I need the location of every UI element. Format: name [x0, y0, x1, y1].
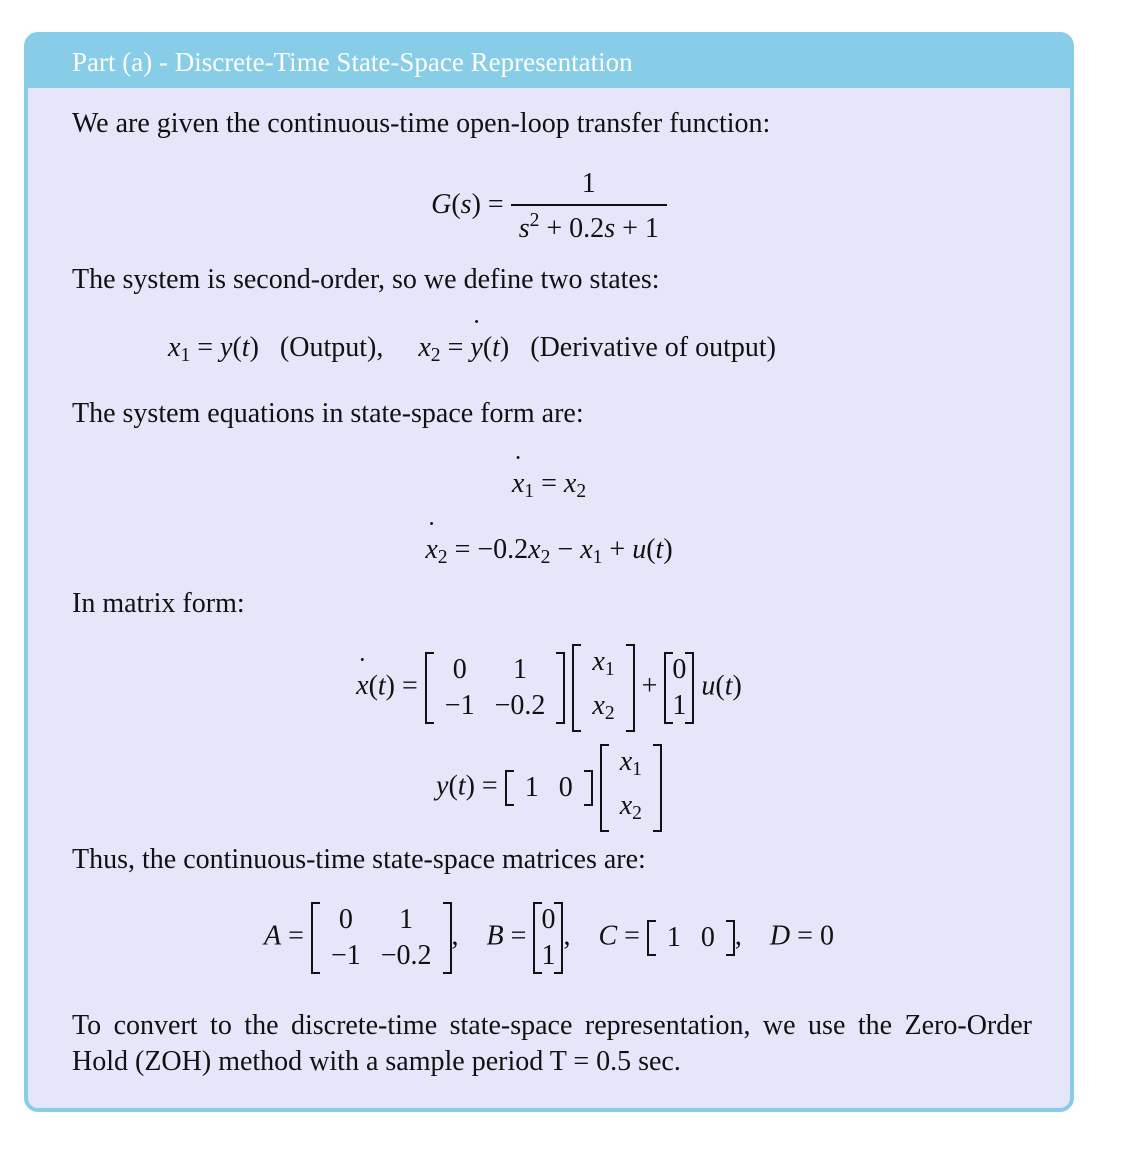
box-content: [28, 88, 1070, 1108]
x2-note: (Derivative of output): [530, 332, 776, 363]
tf-numerator: 1: [581, 168, 596, 199]
intro-text: We are given the continuous-time open-loop transfer function:: [72, 108, 771, 139]
state-equation-1: ˙ $x_1 = x_2$: [28, 468, 1070, 503]
x1-note: (Output),: [279, 332, 384, 363]
matrix-b: 0 1: [664, 652, 694, 724]
second-order-text: The system is second-order, so we define two states:: [72, 264, 660, 295]
part-a-box: [24, 32, 1074, 1112]
state-definitions: $x_1 = y(t)$ (Output), $x_2$ = ˙ y(t) (Derivative of output): [168, 332, 776, 367]
transfer-function-equation: G(s) = $\frac{1}{s^2 + 0.2s + 1}$: [28, 168, 1070, 245]
matrix-c: 1 0: [505, 770, 593, 806]
state-matrix-equation: ˙ x(t) = 0 1 −1 −0.2 $x_1$ $x_2$ + 0 1 u(t): [28, 644, 1070, 732]
box-header: Part (a) - Discrete-Time State-Space Representation: [28, 36, 1070, 88]
output-equation: y(t) = 1 0 $x_1$ $x_2$: [28, 744, 1070, 832]
thus-text: Thus, the continuous-time state-space matrices are:: [72, 844, 646, 875]
final-matrix-a: 0 1 −1 −0.2: [311, 902, 452, 974]
tf-denominator: $s^2 + 0.2s + 1$: [511, 204, 667, 245]
final-matrix-c: 1 0: [647, 920, 735, 956]
matrix-a: 0 1 −1 −0.2: [425, 652, 566, 724]
state-vector: $x_1$ $x_2$: [572, 644, 634, 732]
final-matrix-b: 0 1: [533, 902, 563, 974]
equations-intro: The system equations in state-space form are:: [72, 398, 584, 429]
matrix-form-label: In matrix form:: [72, 588, 245, 619]
matrix-d: 0: [819, 920, 834, 952]
output-state-vector: $x_1$ $x_2$: [600, 744, 662, 832]
conversion-text: To convert to the discrete-time state-space representation, we use the Zero-Order Hold (ZOH) method with a sample period T = 0.5 sec.: [72, 1010, 1032, 1077]
continuous-matrices: A = 0 1 −1 −0.2 , B = 0 1 , C = 1 0 , D = 0: [28, 902, 1070, 974]
state-equation-2: ˙ $x_2 = -0.2x_2 - x_1 + u(t)$: [28, 534, 1070, 569]
